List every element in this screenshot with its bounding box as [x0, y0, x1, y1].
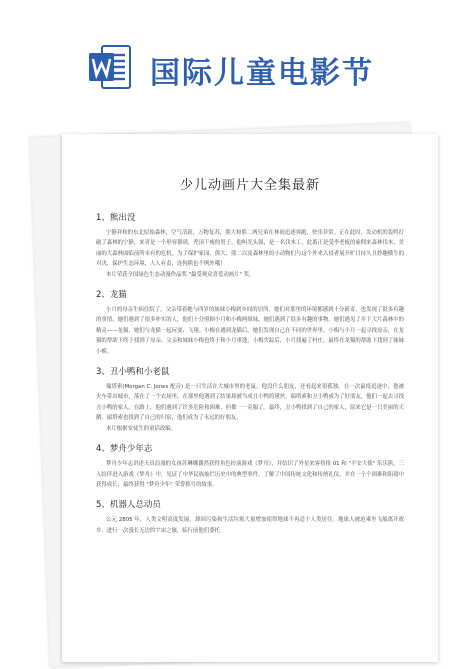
- section-paragraph: 梦舟少年志讲述天真浪漫的女孩苏琳娜偶然获得角色扮演游戏《梦舟》，并结识了外星来客扭扭 01 和 "平安大使" 乐乐熊，三人结伴进入游戏《梦舟》中，见证了中华民族灿烂历史中的典型事件，了解了中国传统文化和传统礼仪，并在一个个困难和阻碍中获得成长，最终获得 "梦舟少年" 荣誉称号的故事。: [96, 461, 404, 488]
- document-title: 少儿动画片大全集最新: [179, 178, 320, 193]
- section-heading: 4、梦舟少年志: [96, 444, 153, 455]
- section-paragraph: 宁静祥和的东北原始森林，空气清新，万物复苏，熊大和熊二两兄弟在林间追逐奔跑，快乐非常。正在此时，发动机的轰鸣打破了森林的宁静，来者是一个形容猥琐，秃顶干瘦的男子，他叫光头强，是一名伐木工，此番正是受李老板的雇佣来森林伐木，美丽的大森林面临前所未有的危机。为了保护家园，熊大、熊二以及森林里的小动物们与这个外来入侵者展开旷日持久且妙趣横生的对决，保护生态环境，人人有责，连狗熊也不例外哦！: [96, 230, 404, 268]
- section-heading: 5、机器人总动员: [96, 500, 161, 511]
- document-preview: [48, 124, 434, 664]
- document-body: [96, 174, 404, 536]
- section-heading: 1、熊出没: [96, 213, 136, 223]
- section-paragraph: 瑞塔索(Morgan C. Jones 配音) 是一只生活在大城市里的老鼠，他没什么朋友，还看起来很孤独。在一次鼠疫追逐中，他被火车带出城市，落在了一个农场里，在那里他遇到了结果却被当成丑小鸭的黛丝。瑞塔索和丑小鸭成为了好朋友，他们一起去寻找丑小鸭的家人。在路上，他们遇到了许多危险和困难，但都一一克服了。最终，丑小鸭找到了自己的家人，原来它是一只美丽的天鹅。瑞塔索也找到了自己的归宿，他们成为了永远的好朋友。: [96, 384, 404, 422]
- document-page: [62, 134, 438, 662]
- word-document-icon: [88, 44, 132, 90]
- section-paragraph: 公元 2805 年，人类文明高度发展，却因污染和生活垃圾大量增加使得地球不再适于人类居住。地球人被迫乘坐飞船离开故乡，进行一次漫长无边的宇宙之旅，临行前他们委托: [96, 517, 404, 534]
- section-paragraph: 小月的母亲生病住院了，父亲带着她与四岁的妹妹小梅到乡间的居所。她们对那里的环境都感到十分新奇，也发现了很多有趣的事情。她们遇到了很多朴实的人，他们十分照顾小月和小梅两姐妹，她们遇到了很多有趣的事物。她们遇见了乡下大片森林中的精灵——龙猫，她们与龙猫一起玩耍、飞翔。小梅在遇到龙猫后，她们发现自己在不同的世界里。小梅与小月一起寻找母亲，在龙猫的帮助下终于找到了母亲。父亲和妹妹小梅也终于和小月重逢，小梅失踪后，小月找遍了村庄，最终在龙猫的帮助下找到了妹妹小梅。: [96, 307, 404, 355]
- section-heading: 2、龙猫: [96, 290, 127, 301]
- section-paragraph: 本片根据安徒生的童话改编。: [106, 425, 177, 432]
- header-banner: [0, 0, 474, 118]
- section-heading: 3、丑小鸭和小老鼠: [96, 367, 170, 378]
- page-title: 国际儿童电影节: [150, 56, 374, 91]
- section-paragraph: 本片荣获全国绿色生态动漫作品奖 "最受观众喜爱动画片" 奖。: [106, 271, 255, 278]
